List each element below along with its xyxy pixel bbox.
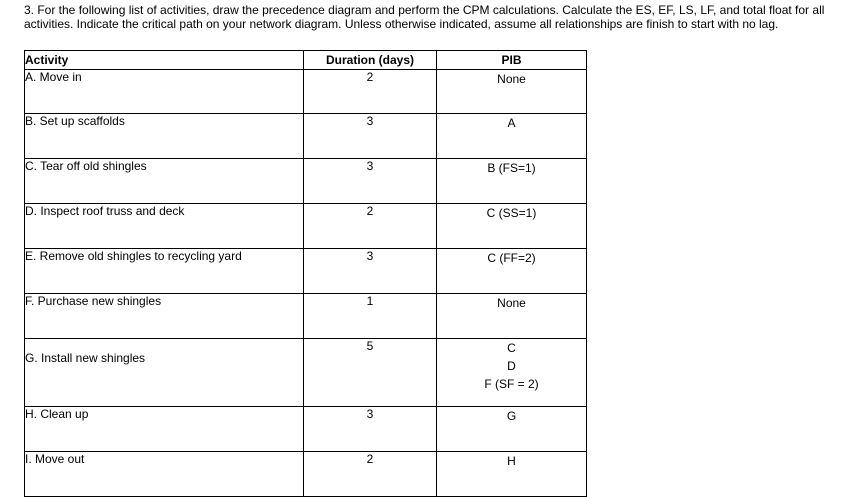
header-duration: Duration (days) [304,51,437,70]
activity-cell: F. Purchase new shingles [25,294,304,339]
pib-value: G [506,409,517,423]
pib-cell [437,70,587,114]
header-pib: PIB [437,51,587,70]
duration-cell: 5 [304,339,437,407]
activity-cell: I. Move out [25,452,304,497]
activity-cell: A. Move in [25,70,304,114]
table-row [25,294,587,339]
duration-cell: 2 [304,70,437,114]
activity-cell: E. Remove old shingles to recycling yard [25,249,304,294]
pib-cell [437,294,587,339]
table-row [25,452,587,497]
header-activity: Activity [25,51,304,70]
activity-cell: B. Set up scaffolds [25,114,304,159]
pib-cell [437,452,587,497]
duration-cell: 1 [304,294,437,339]
pib-cell [437,159,587,204]
pib-cell [437,339,587,407]
pib-value: C [507,341,516,355]
duration-cell: 3 [304,114,437,159]
pib-value: D [507,359,516,373]
table-row [25,70,587,114]
table-row [25,339,587,407]
pib-value: C (FF=2) [487,251,536,265]
duration-cell: 2 [304,204,437,249]
table-header-row [25,51,587,70]
duration-cell: 2 [304,452,437,497]
duration-cell: 3 [304,249,437,294]
activity-cell: D. Inspect roof truss and deck [25,204,304,249]
pib-value: A [507,116,516,130]
table-row [25,159,587,204]
table-row [25,204,587,249]
pib-value: C (SS=1) [486,206,537,220]
duration-cell: 3 [304,159,437,204]
table-row [25,407,587,452]
pib-cell [437,114,587,159]
activity-cell: G. Install new shingles [25,339,304,407]
pib-value: B (FS=1) [487,161,536,175]
pib-cell [437,407,587,452]
duration-cell: 3 [304,407,437,452]
activity-cell: H. Clean up [25,407,304,452]
table-row [25,249,587,294]
table-row [25,114,587,159]
activity-cell: C. Tear off old shingles [25,159,304,204]
question-text: 3. For the following list of activities, draw the precedence diagram and perform the CPM calculations. Calculate the ES, EF, LS, LF, and total float for all activities. Indicate the critical path on your network diagram. Unless otherwise indicated, assume all relationships are finish to start with no lag. [24,3,825,31]
pib-value: H [507,454,516,468]
activity-table [24,50,587,497]
pib-value: F (SF = 2) [484,377,539,391]
pib-value: None [497,72,526,86]
pib-value: None [497,296,526,310]
pib-cell [437,249,587,294]
pib-cell [437,204,587,249]
